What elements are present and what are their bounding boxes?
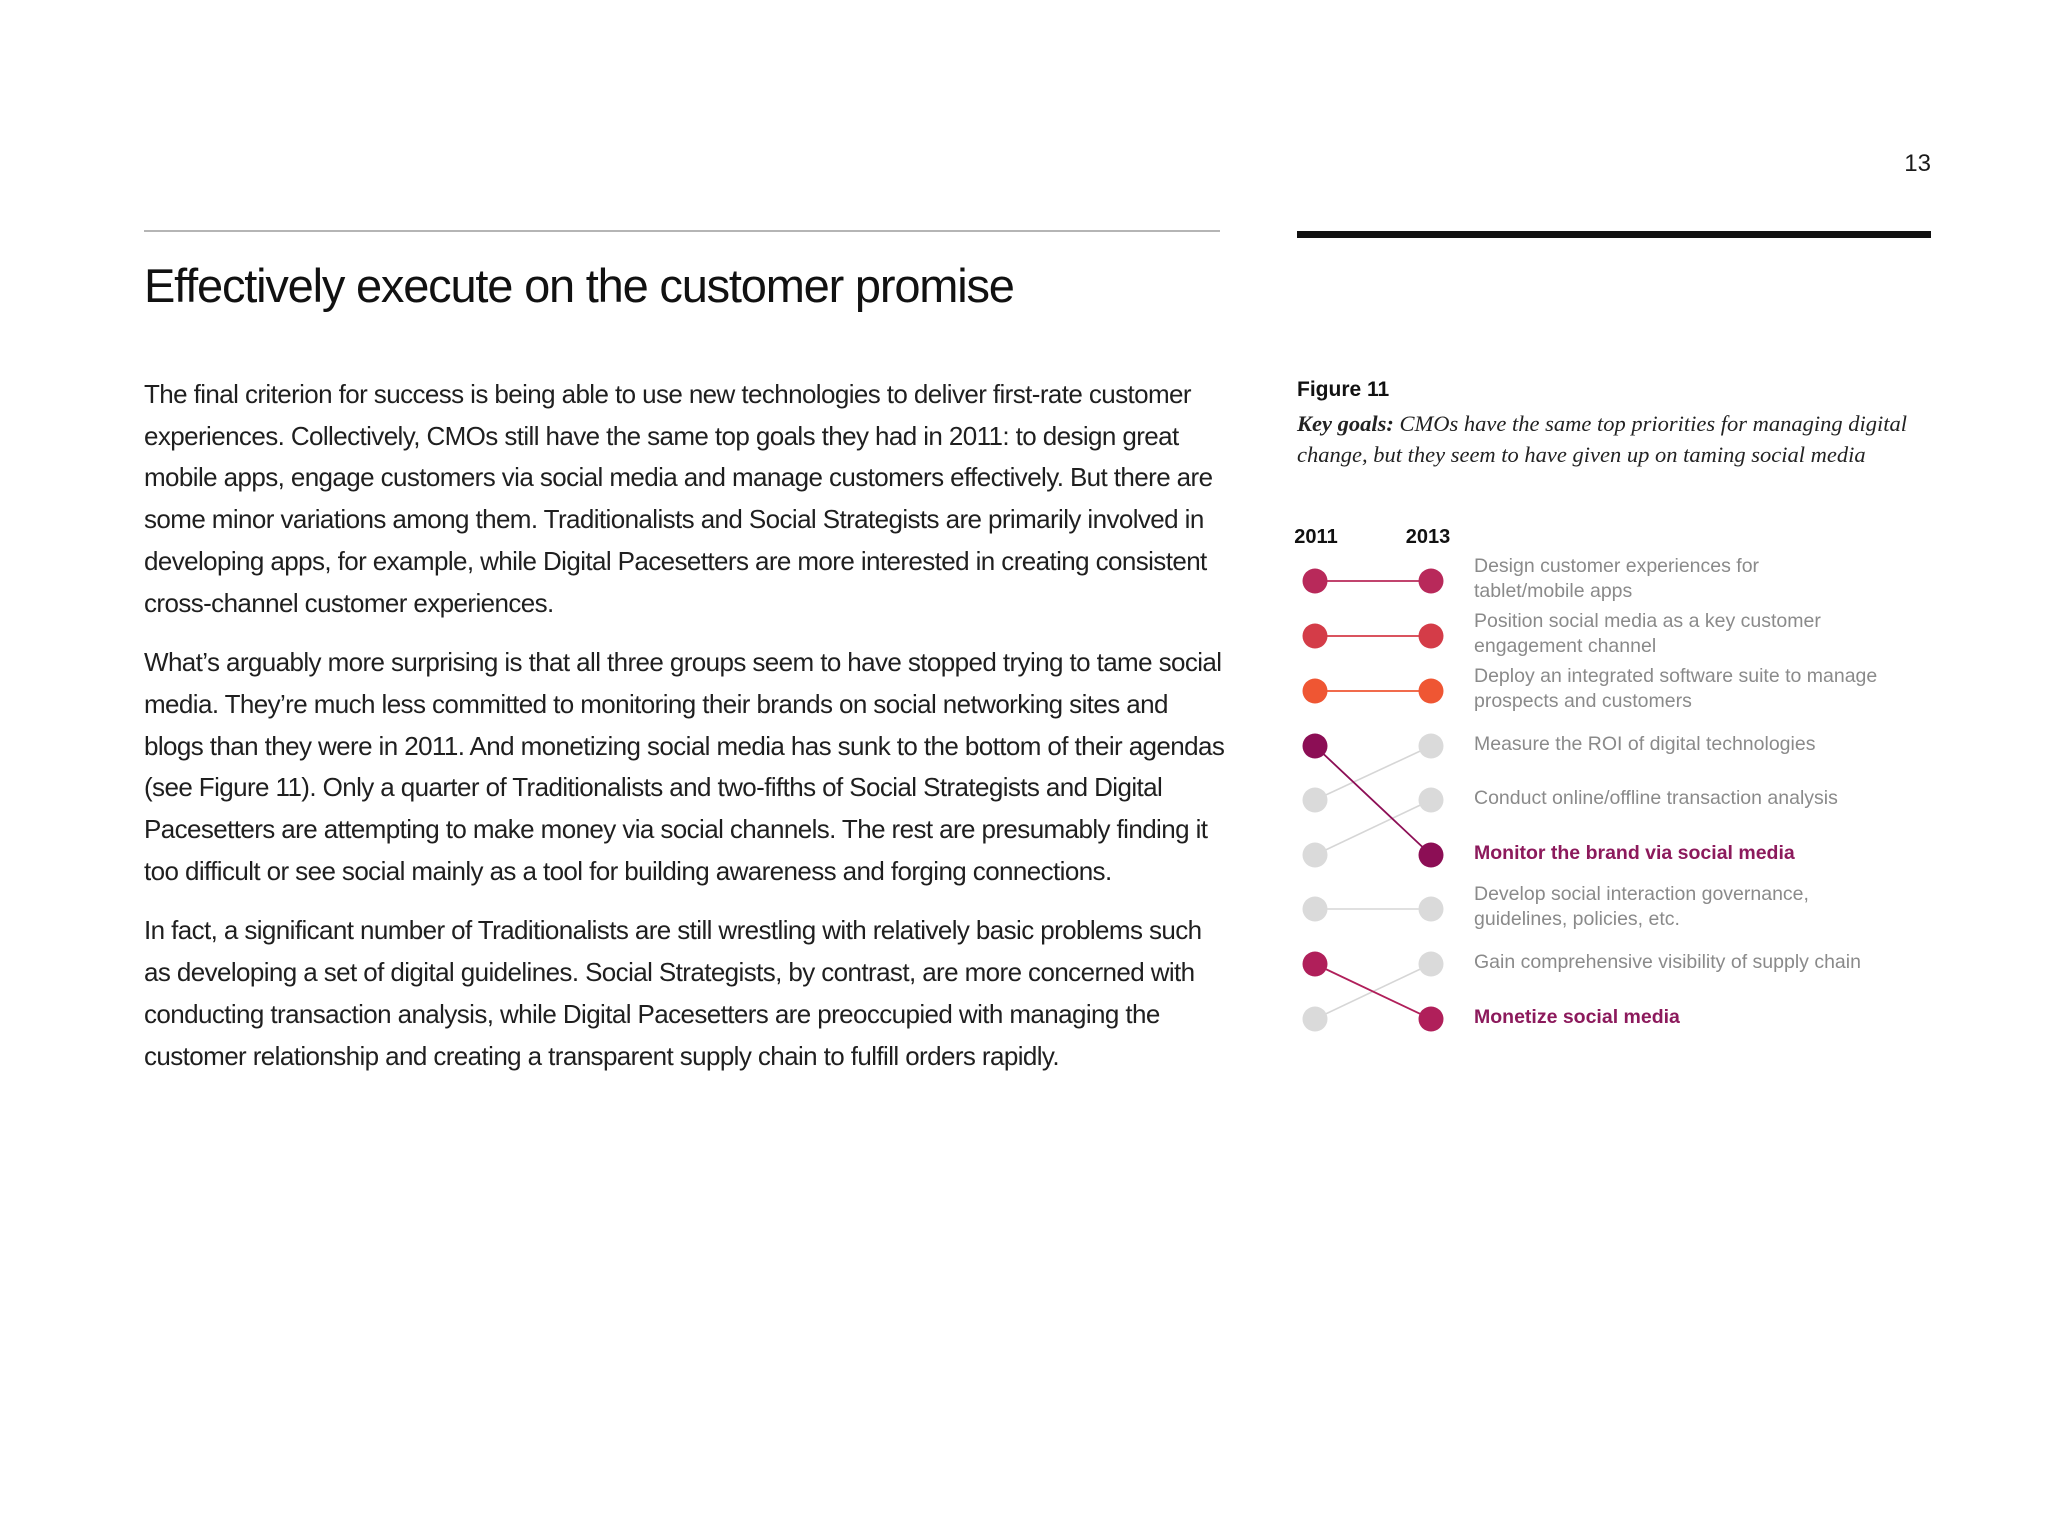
figure-caption-lead: Key goals: [1297, 411, 1394, 436]
row-label-line: Design customer experiences for [1474, 555, 1760, 577]
slope-line-5 [1315, 800, 1431, 855]
row-label-2 [1474, 609, 1944, 659]
row-label-7 [1474, 882, 1944, 932]
dot-2011-6 [1303, 734, 1328, 759]
body-paragraph-1: The final criterion for success is being able to use new technologies to deliver first-rate customer experiences. Collectively, CMOs still have the same top goals they had in 2011: to design great mobile apps, engage customers via social media and manage customers effectively. But there are some minor variations among them. Traditionalists and Social Strategists are primarily involved in developing apps, for example, while Digital Pacesetters are more interested in creating consistent cross-channel customer experiences. [144, 379, 1213, 618]
dot-2011-1 [1303, 569, 1328, 594]
row-label-4 [1474, 732, 1944, 757]
dot-2011-2 [1303, 624, 1328, 649]
row-label-line: Develop social interaction governance, [1474, 883, 1809, 905]
row-label-6 [1474, 841, 1944, 866]
dot-2013-4 [1419, 734, 1444, 759]
figure-caption-text: CMOs have the same top priorities for managing digital change, but they seem to have given up on taming social media [1297, 411, 1907, 467]
dot-2013-8 [1419, 952, 1444, 977]
slope-line-6 [1315, 746, 1431, 855]
dot-2011-4 [1303, 788, 1328, 813]
dot-2013-5 [1419, 788, 1444, 813]
row-label-line: Gain comprehensive visibility of supply chain [1474, 950, 1861, 973]
dot-2013-9 [1419, 1007, 1444, 1032]
column-header-2013: 2013 [1405, 526, 1451, 548]
row-label-line: Monetize social media [1474, 1005, 1680, 1028]
row-label-line: tablet/mobile apps [1474, 580, 1633, 602]
row-label-line: Position social media as a key customer [1474, 610, 1821, 632]
page-number: 13 [1904, 150, 1931, 177]
body-paragraph-3: In fact, a significant number of Traditionalists are still wrestling with relatively basic problems such as developing a set of digital guidelines. Social Strategists, by contrast, are more concerned with conducting transaction analysis, while Digital Pacesetters are preoccupied with managing the customer relationship and creating a transparent supply chain to fulfill orders rapidly. [144, 915, 1202, 1071]
row-label-3 [1474, 664, 1944, 714]
row-label-line: Monitor the brand via social media [1474, 841, 1795, 864]
row-label-5 [1474, 786, 1944, 811]
dot-2013-3 [1419, 679, 1444, 704]
row-label-line: Measure the ROI of digital technologies [1474, 732, 1816, 755]
row-label-line: prospects and customers [1474, 690, 1692, 712]
dot-2011-5 [1303, 843, 1328, 868]
row-label-line: engagement channel [1474, 635, 1657, 657]
section-heading: Effectively execute on the customer promise [144, 259, 1014, 312]
slope-line-4 [1315, 746, 1431, 800]
row-label-line: Deploy an integrated software suite to manage [1474, 665, 1878, 687]
dot-2013-7 [1419, 897, 1444, 922]
column-header-2011: 2011 [1294, 526, 1338, 548]
dot-2013-2 [1419, 624, 1444, 649]
dot-2011-7 [1303, 897, 1328, 922]
dot-2011-9 [1303, 952, 1328, 977]
row-label-line: Conduct online/offline transaction analysis [1474, 786, 1838, 809]
row-label-1 [1474, 554, 1944, 604]
dot-2013-6 [1419, 843, 1444, 868]
body-paragraph-2: What’s arguably more surprising is that all three groups seem to have stopped trying to tame social media. They’re much less committed to monitoring their brands on social networking sites and blogs than they were in 2011. And monetizing social media has sunk to the bottom of their agendas (see Figure 11). Only a quarter of Traditionalists and two-fifths of Social Strategists and Digital Pacesetters are attempting to make money via social channels. The rest are presumably finding it too difficult or see social mainly as a tool for building awareness and forging connections. [144, 647, 1225, 886]
row-label-line: guidelines, policies, etc. [1474, 908, 1680, 930]
row-label-8 [1474, 950, 1944, 975]
dot-2011-3 [1303, 679, 1328, 704]
dot-2013-1 [1419, 569, 1444, 594]
figure-label: Figure 11 [1297, 378, 1390, 401]
row-label-9 [1474, 1005, 1944, 1030]
dot-2011-8 [1303, 1007, 1328, 1032]
